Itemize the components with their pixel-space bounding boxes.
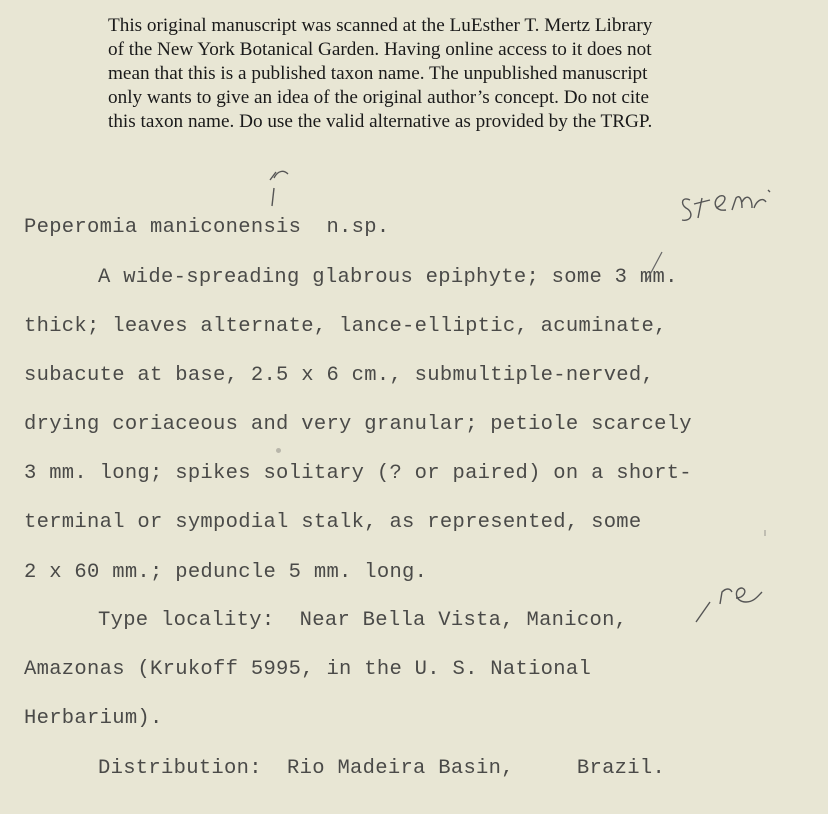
description-line: 2 x 60 mm.; peduncle 5 mm. long. — [24, 561, 428, 584]
description-line: A wide-spreading glabrous epiphyte; some 3 mm. — [98, 266, 678, 289]
type-locality-line: Amazonas (Krukoff 5995, in the U. S. National — [24, 658, 592, 681]
notice-line: of the New York Botanical Garden. Having online access to it does not — [108, 39, 652, 60]
notice-line: mean that this is a published taxon name. The unpublished manuscript — [108, 63, 648, 84]
paper-speck — [764, 530, 766, 536]
paper-speck — [276, 448, 281, 453]
distribution-line: Distribution: Rio Madeira Basin, Brazil. — [98, 757, 666, 780]
description-line: subacute at base, 2.5 x 6 cm., submultiple-nerved, — [24, 364, 655, 387]
description-line: thick; leaves alternate, lance-elliptic, acuminate, — [24, 315, 667, 338]
handwritten-insert-r-mark — [262, 168, 302, 218]
type-locality-line: Type locality: Near Bella Vista, Manicon, — [98, 609, 628, 632]
library-notice — [108, 14, 748, 134]
description-line: 3 mm. long; spikes solitary (? or paired) on a short- — [24, 462, 692, 485]
description-line: terminal or sympodial stalk, as represented, some — [24, 511, 642, 534]
handwritten-insert-re-mark — [692, 580, 772, 630]
notice-line: this taxon name. Do use the valid alternative as provided by the TRGP. — [108, 111, 653, 132]
notice-line: only wants to give an idea of the original author’s concept. Do not cite — [108, 87, 650, 108]
type-locality-line: Herbarium). — [24, 707, 163, 730]
handwritten-stem-annotation — [676, 178, 796, 228]
notice-line: This original manuscript was scanned at the LuEsther T. Mertz Library — [108, 15, 653, 36]
taxon-title: Peperomia maniconensis n.sp. — [24, 216, 390, 239]
description-line: drying coriaceous and very granular; petiole scarcely — [24, 413, 692, 436]
